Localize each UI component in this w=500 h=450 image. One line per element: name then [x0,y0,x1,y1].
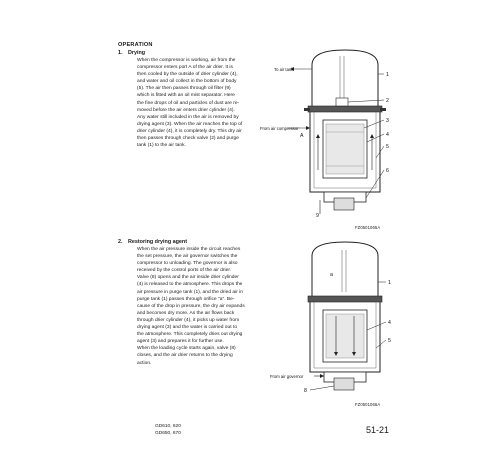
callout-9: 9 [316,213,319,218]
air-drier-drying-figure [260,40,400,218]
drying-number: 1. [118,50,123,56]
orifice-a-label: a [330,272,333,278]
restoring-number: 2. [118,239,123,245]
port-a-label: A [300,133,304,139]
footer-model-line2: GD650, 670 [155,431,181,436]
callout-5: 5 [386,144,389,150]
fig2-callout-4: 4 [388,320,391,326]
callout-3: 3 [386,118,389,124]
figure2-code: FZ0501066A [355,402,381,407]
air-drier-restoring-figure [270,236,400,394]
section-heading: OPERATION [118,42,153,48]
from-compressor-label: From air compressor [260,126,299,131]
fig2-callout-5: 5 [388,338,391,344]
fig2-callout-1: 1 [388,280,391,286]
from-governor-label: From air governor [270,374,304,379]
restoring-paragraph: When the air pressure inside the circuit reaches the set pressure, the air governor switches the compressor to unloading. The governor is also received by the control ports of the air drier. Valve (8) opens and the air inside drier cylinder (4) is released to the atmosphere. This drops the air pressure in purge tank (1), and the dried air in purge tank (1) passes through orifice "a". Be- cause of the drop in pressure, the dry air expands and becomes dry more. As the air flows back through drier cylinder (4), it picks up water from drying agent (3) and the water is carried out to the atmosphere. This completely dries out drying agent (3) and prepares it for further use. When the loading cycle starts again, valve (8) closes, and the air drier returns to the drying action. [137,247,245,366]
footer-model-line1: GD610, 620 [155,424,181,429]
page-number: 51-21 [366,425,390,435]
restoring-title: Restoring drying agent [128,239,188,245]
callout-1: 1 [386,72,389,78]
drying-title: Drying [128,50,146,56]
drying-paragraph: When the compressor is working, air from the compressor enters port A of the air drier. It is then cooled by the outside of drier cylinder (4), and water and oil collect in the bottom of body (5). The air then passes through oil filter (9) which is fitted with an oil mist separator. Here the fine drops of oil and particles of dust are re- moved before the air enters drier cylinder (4). Any water still included in the air is removed by drying agent (3). When the air reaches the top of drier cylinder (4), it is completely dry. This dry air then passes through check valve (2) and purge tank (1) to the air tank. [137,58,243,149]
drying-heading [118,50,145,56]
callout-6: 6 [386,168,389,174]
restoring-heading [118,239,187,245]
to-air-tank-label: To air tank [274,67,294,72]
callout-2: 2 [386,98,389,104]
figure1-code: FZ0501065A [355,225,381,230]
callout-4: 4 [386,132,389,138]
fig2-callout-8: 8 [304,388,307,394]
